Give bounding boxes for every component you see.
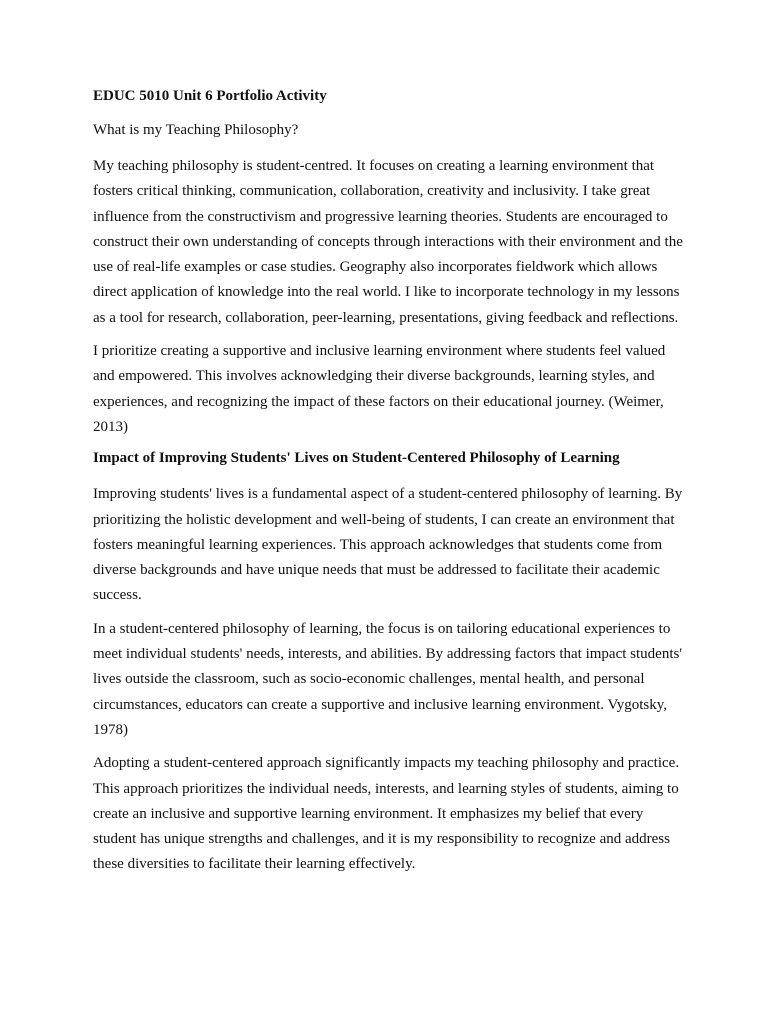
paragraph-tailoring-experiences: In a student-centered philosophy of learning, the focus is on tailoring educational experiences to meet individual students' needs, interests, and abilities. By addressing factors that impact students' lives outside the classroom, such as socio-economic challenges, mental health, and personal circumstances, educators can create a supportive and inclusive learning environment. Vygotsky, 1978) <box>93 620 683 738</box>
paragraph-supportive-environment: I prioritize creating a supportive and inclusive learning environment where students feel valued and empowered. This involves acknowledging their diverse backgrounds, learning styles, and experiences, and recognizing the impact of these factors on their educational journey. (Weimer, 2013) <box>93 343 666 435</box>
section-heading: Impact of Improving Students' Lives on Student-Centered Philosophy of Learning <box>93 450 620 467</box>
paragraph-adopting-approach: Adopting a student-centered approach significantly impacts my teaching philosophy and practice. This approach prioritizes the individual needs, interests, and learning styles of students, aiming to create an inclusive and supportive learning environment. It emphasizes my belief that every student has unique strengths and challenges, and it is my responsibility to recognize and address these diversities to facilitate their learning effectively. <box>93 755 680 873</box>
question-line: What is my Teaching Philosophy? <box>93 122 299 138</box>
document-title: EDUC 5010 Unit 6 Portfolio Activity <box>93 88 327 104</box>
document-body <box>93 86 683 886</box>
paragraph-improving-lives: Improving students' lives is a fundamental aspect of a student-centered philosophy of learning. By prioritizing the holistic development and well-being of students, I can create an environment that fosters meaningful learning experiences. This approach acknowledges that students come from diverse backgrounds and have unique needs that must be addressed to facilitate their academic success. <box>93 486 683 604</box>
paragraph-philosophy: My teaching philosophy is student-centred. It focuses on creating a learning environment that fosters critical thinking, communication, collaboration, creativity and inclusivity. I take great influence from the constructivism and progressive learning theories. Students are encouraged to construct their own understanding of concepts through interactions with their environment and the use of real-life examples or case studies. Geography also incorporates fieldwork which allows direct application of knowledge into the real world. I like to incorporate technology in my lessons as a tool for research, collaboration, peer-learning, presentations, giving feedback and reflections. <box>93 158 683 326</box>
